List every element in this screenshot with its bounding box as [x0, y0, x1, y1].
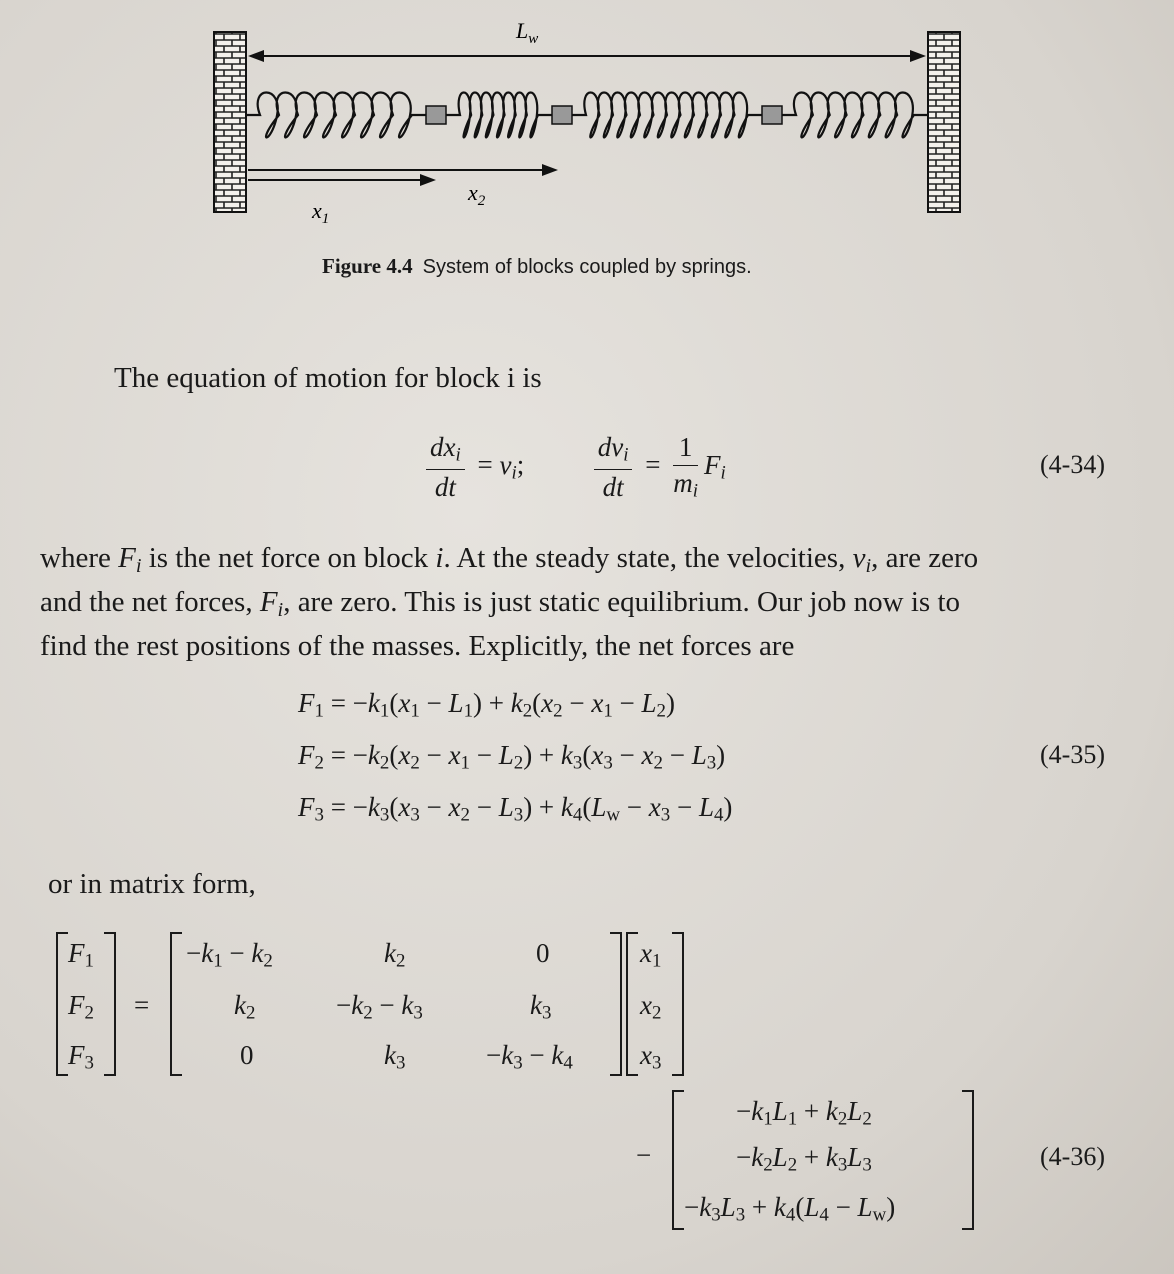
- block-1: [426, 106, 446, 124]
- book-page: $L_w$ $x_1$ $x_2$ Figure 4.4 System of blocks coupled by springs. The equation of motion for block i is $\frac{dx_i}{dt}$ = $v_i$; $\frac{dv_i}{dt}$ = $\frac{1}{m_i}$ $F_i$ (4-34) where $F_i$ is the net force on block i. At the steady state, the velocities, $v_i$, are zero and the net forces, $F_i$, are zero. This is just static equilibrium. Our job now is to find the rest positions of the masses. Explicitly, the net forces are $F_1 = -k_1(x_1 - L_1) + k_2(x_2 - x_1 - L_2)$ $F_2 = -k_2(x_2 - x_1 - L_2) + k_3(x_3 - x_2 - L_3)$ $F_3 = -k_3(x_3 - x_2 - L_3) + k_4(L_w - x_3 - L_4)$ (4-35) or in matrix form, $F_1$ $F_2$ $F_3$ = $-k_1 - k_2$ $k_2$ 0 $k_2$ $-k_2 - k_3$ $k_3$ 0 $k_3$ $-k_3 - k_4$ $x_1$ $x_2$ $x_3$ − $-k_1L_1 + k_2L_2$ $-k_2L_2 + k_3L_3$ $-k_3L_3 + k_4(L_4 - L_w)$ (4-36): [0, 0, 1174, 1274]
- matrix-intro-text: or in matrix form,: [48, 868, 256, 900]
- springs-figure: [200, 10, 980, 240]
- label-x1: $x_1$: [312, 198, 330, 227]
- equation-4-34: $\frac{dx_i}{dt}$ = $v_i$; $\frac{dv_i}{dt}$ = $\frac{1}{m_i}$ $F_i$: [420, 432, 726, 503]
- block-3: [762, 106, 782, 124]
- equation-number-4-34: (4-34): [1040, 450, 1105, 479]
- label-lw: $L_w$: [516, 18, 539, 47]
- spring-1: [246, 93, 426, 138]
- intro-text: The equation of motion for block i is: [114, 362, 542, 394]
- spring-4: [782, 93, 928, 138]
- block-2: [552, 106, 572, 124]
- steady-state-paragraph: where $F_i$ is the net force on block i. At the steady state, the velocities, $v_i$, are zero and the net forces, $F_i$, are zero. This is just static equilibrium. Our job now is to find the rest positions of the masses. Explicitly, the net forces are: [40, 542, 979, 663]
- label-x2: $x_2$: [468, 180, 486, 209]
- equation-f1: $F_1 = -k_1(x_1 - L_1) + k_2(x_2 - x_1 - L_2)$: [298, 688, 675, 722]
- equation-f2: $F_2 = -k_2(x_2 - x_1 - L_2) + k_3(x_3 - x_2 - L_3)$: [298, 740, 726, 774]
- equation-f3: $F_3 = -k_3(x_3 - x_2 - L_3) + k_4(L_w - x_3 - L_4)$: [298, 792, 733, 826]
- spring-3: [572, 93, 762, 138]
- spring-2: [446, 93, 552, 138]
- right-wall: [928, 32, 960, 212]
- equation-number-4-35: (4-35): [1040, 740, 1105, 769]
- left-wall: [214, 32, 246, 212]
- figure-caption: Figure 4.4 System of blocks coupled by springs.: [322, 254, 752, 278]
- equation-number-4-36: (4-36): [1040, 1142, 1105, 1171]
